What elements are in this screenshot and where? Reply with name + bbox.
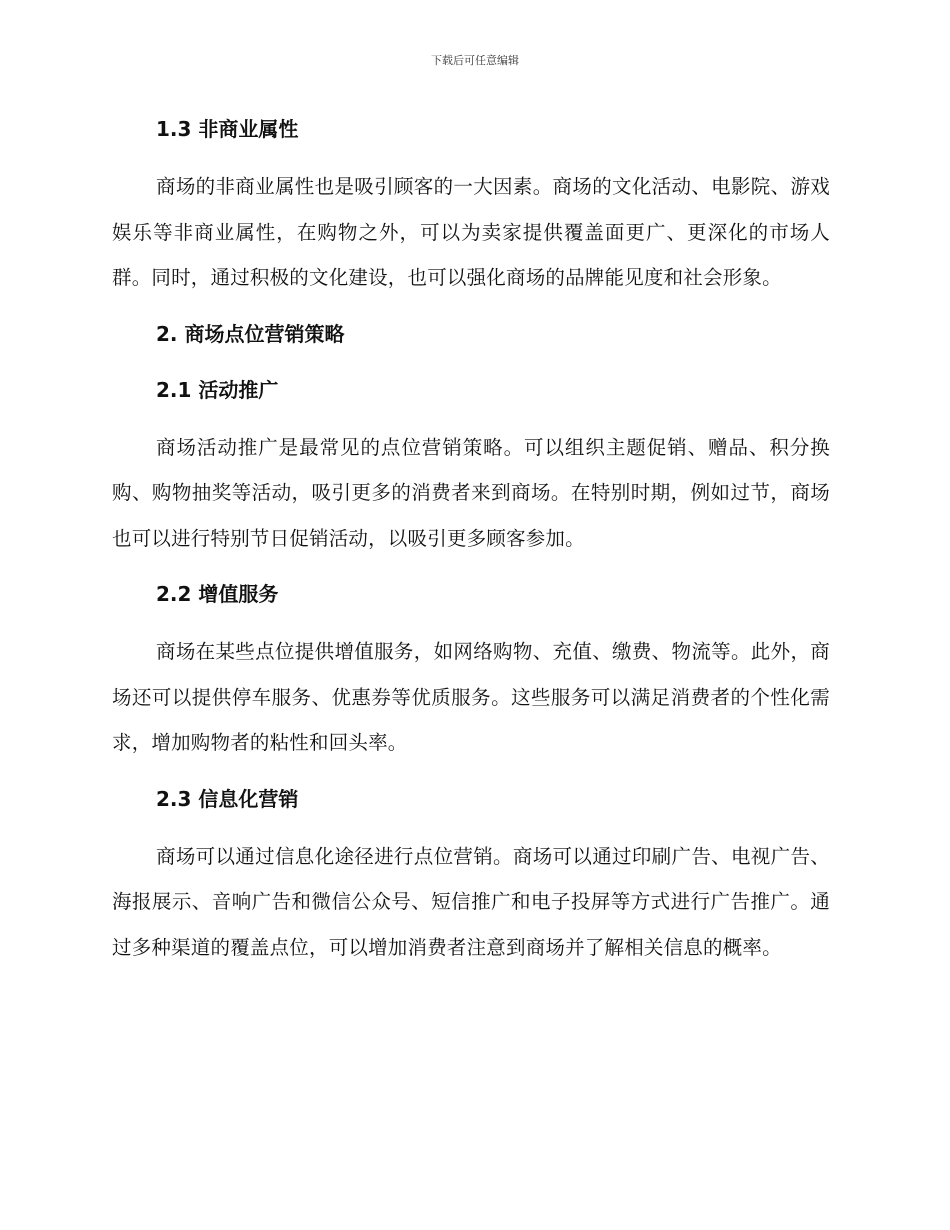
paragraph-value-added: 商场在某些点位提供增值服务，如网络购物、充值、缴费、物流等。此外，商场还可以提供停车服务、优惠券等优质服务。这些服务可以满足消费者的个性化需求，增加购物者的粘性和回头率。 <box>112 640 830 754</box>
section-heading-1-3: 1.3 非商业属性 <box>156 117 299 141</box>
section-heading-2-1: 2.1 活动推广 <box>156 377 279 402</box>
paragraph-information-marketing: 商场可以通过信息化途径进行点位营销。商场可以通过印刷广告、电视广告、海报展示、音响广告和微信公众号、短信推广和电子投屏等方式进行广告推广。通过多种渠道的覆盖点位，可以增加消费者注意到商场并了解相关信息的概率。 <box>112 844 830 959</box>
paragraph-promotion: 商场活动推广是最常见的点位营销策略。可以组织主题促销、赠品、积分换购、购物抽奖等活动，吸引更多的消费者来到商场。在特别时期，例如过节，商场也可以进行特别节日促销活动，以吸引更多顾客参加。 <box>112 435 830 550</box>
page-header: 下载后可任意编辑 <box>431 54 519 67</box>
section-heading-2-3: 2.3 信息化营销 <box>156 786 299 811</box>
section-heading-2-2: 2.2 增值服务 <box>156 582 279 606</box>
section-heading-2: 2. 商场点位营销策略 <box>156 321 345 346</box>
paragraph-non-commercial: 商场的非商业属性也是吸引顾客的一大因素。商场的文化活动、电影院、游戏娱乐等非商业属性，在购物之外，可以为卖家提供覆盖面更广、更深化的市场人群。同时，通过积极的文化建设，也可以强化商场的品牌能见度和社会形象。 <box>112 175 830 289</box>
document-body <box>112 112 830 970</box>
